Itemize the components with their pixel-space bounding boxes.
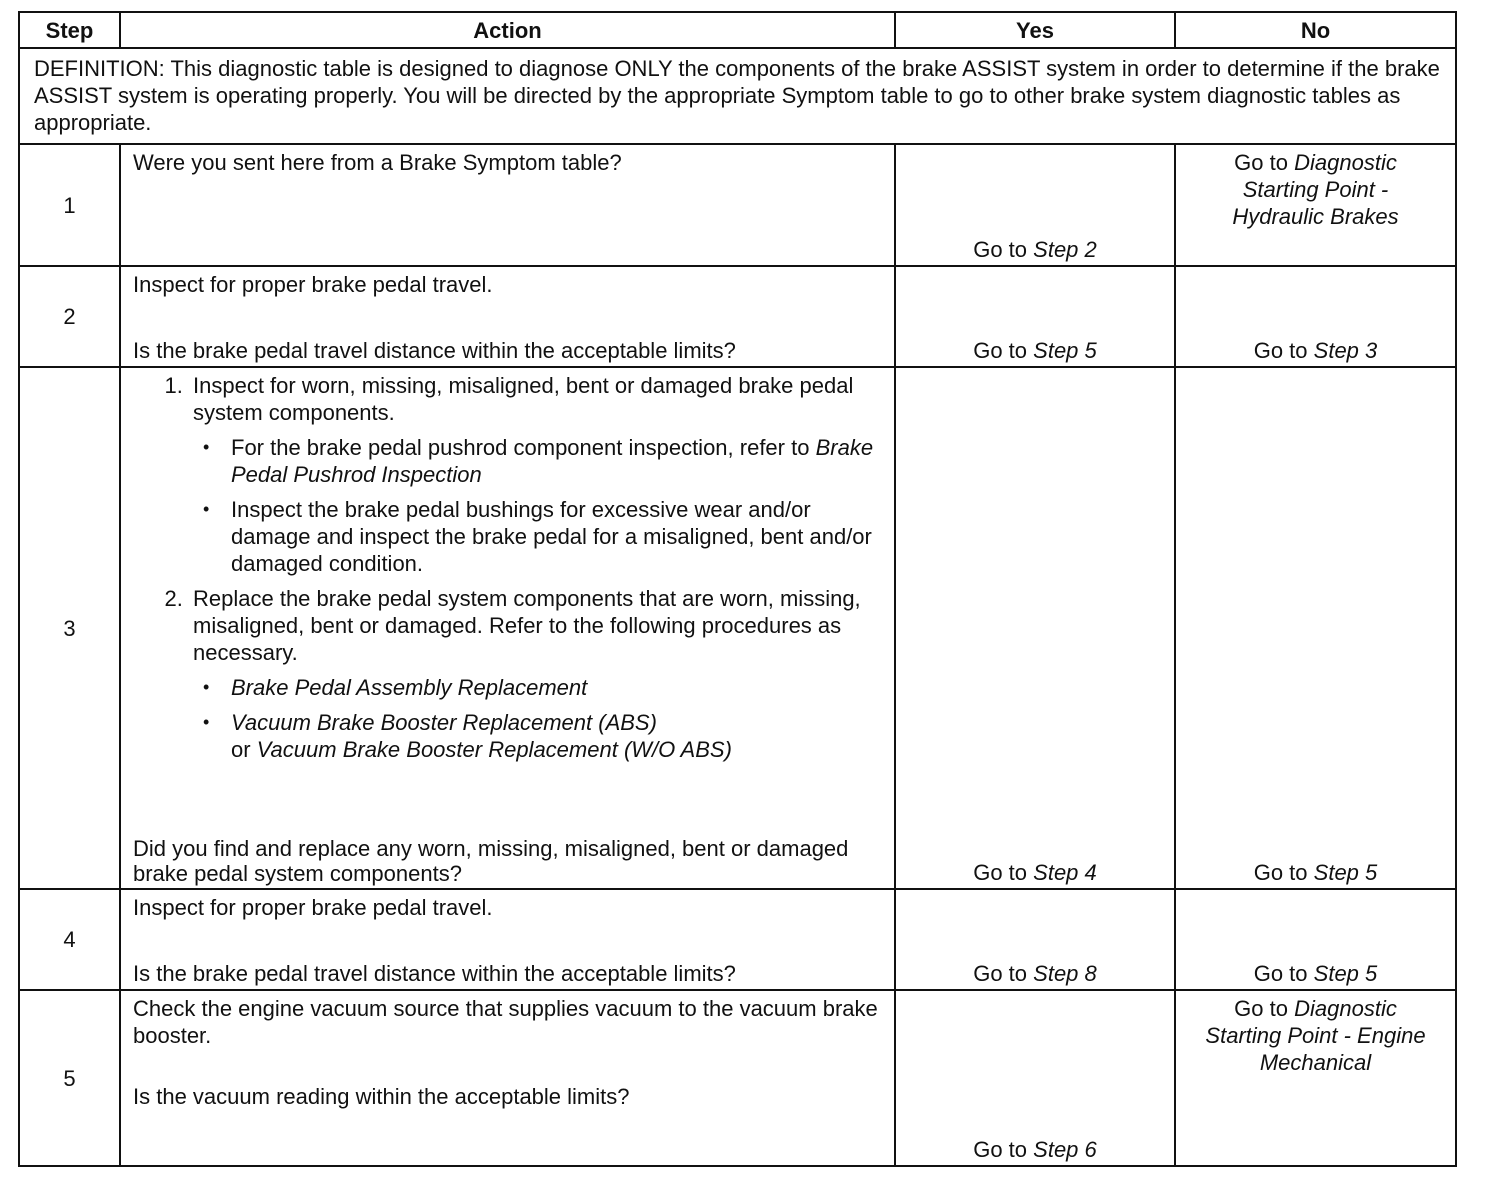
action-question: Is the brake pedal travel distance within the acceptable limits? xyxy=(133,338,736,363)
action-text: Check the engine vacuum source that supplies vacuum to the vacuum brake booster. xyxy=(133,996,878,1048)
action-question: Did you find and replace any worn, missing, misaligned, bent or damaged brake pedal system components? xyxy=(133,836,849,886)
procedure-item xyxy=(189,372,884,577)
yes-target: Step 6 xyxy=(1033,1137,1097,1162)
no-target: Diagnostic xyxy=(1294,996,1397,1021)
step-number: 3 xyxy=(19,367,120,889)
yes-cell xyxy=(895,144,1175,266)
no-link[interactable] xyxy=(1176,145,1455,230)
no-target: Step 5 xyxy=(1313,961,1378,986)
yes-target: Step 8 xyxy=(1033,961,1097,986)
sub-item xyxy=(223,434,884,488)
action-cell xyxy=(120,144,895,266)
sub-list xyxy=(193,434,884,577)
action-cell xyxy=(120,990,895,1166)
no-cell xyxy=(1175,367,1456,889)
no-link[interactable] xyxy=(1176,991,1455,1076)
yes-prefix: Go to xyxy=(973,338,1028,363)
table-row-step-2 xyxy=(19,266,1456,367)
header-yes: Yes xyxy=(895,12,1175,48)
procedure-text: Inspect for worn, missing, misaligned, bent or damaged brake pedal system components. xyxy=(193,373,854,425)
sub-item xyxy=(223,496,884,577)
no-prefix: Go to xyxy=(1234,150,1288,175)
table-row-step-3 xyxy=(19,367,1456,889)
diagnostic-table xyxy=(18,11,1457,1167)
action-text: Inspect for proper brake pedal travel. xyxy=(133,272,493,297)
reference-link[interactable]: Brake Pedal Assembly Replacement xyxy=(231,675,588,700)
procedure-text: Replace the brake pedal system components that are worn, missing, misaligned, bent or damaged. Refer to the following procedures as necessary. xyxy=(193,586,861,665)
reference-link[interactable]: Vacuum Brake Booster Replacement (ABS) xyxy=(231,710,657,735)
action-cell xyxy=(120,367,895,889)
no-prefix: Go to xyxy=(1234,996,1288,1021)
table-row-step-4 xyxy=(19,889,1456,990)
no-target: Mechanical xyxy=(1259,1050,1372,1075)
no-target: Starting Point - Engine xyxy=(1205,1023,1426,1048)
yes-cell xyxy=(895,266,1175,367)
table-row-step-1 xyxy=(19,144,1456,266)
no-cell xyxy=(1175,266,1456,367)
action-text: Were you sent here from a Brake Symptom table? xyxy=(133,150,622,175)
procedure-list xyxy=(133,372,884,763)
step-number: 4 xyxy=(19,889,120,990)
sub-list xyxy=(193,674,884,763)
reference-link[interactable]: Brake Pedal Pushrod Inspection xyxy=(231,435,874,487)
no-target: Step 3 xyxy=(1313,338,1378,363)
header-no: No xyxy=(1175,12,1456,48)
no-cell xyxy=(1175,144,1456,266)
table-row-step-5 xyxy=(19,990,1456,1166)
yes-link[interactable] xyxy=(896,859,1174,886)
yes-link[interactable] xyxy=(896,236,1174,263)
definition-row xyxy=(19,48,1456,144)
action-question: Is the vacuum reading within the acceptable limits? xyxy=(133,1084,630,1109)
no-prefix: Go to xyxy=(1253,860,1308,885)
yes-target: Step 2 xyxy=(1033,237,1097,262)
yes-prefix: Go to xyxy=(973,961,1028,986)
sub-item xyxy=(223,674,884,701)
no-prefix: Go to xyxy=(1253,961,1308,986)
no-target: Step 5 xyxy=(1313,860,1378,885)
yes-link[interactable] xyxy=(896,1136,1174,1163)
yes-link[interactable] xyxy=(896,960,1174,987)
no-target: Starting Point - xyxy=(1242,177,1389,202)
reference-link[interactable]: Vacuum Brake Booster Replacement (W/O ABS) xyxy=(256,737,732,762)
yes-prefix: Go to xyxy=(973,1137,1028,1162)
yes-target: Step 4 xyxy=(1033,860,1097,885)
step-number: 5 xyxy=(19,990,120,1166)
no-link[interactable] xyxy=(1176,337,1455,364)
yes-cell xyxy=(895,889,1175,990)
no-cell xyxy=(1175,889,1456,990)
sub-text: For the brake pedal pushrod component inspection, refer to xyxy=(231,435,810,460)
action-cell xyxy=(120,889,895,990)
header-step: Step xyxy=(19,12,120,48)
step-number: 1 xyxy=(19,144,120,266)
definition-text: DEFINITION: This diagnostic table is designed to diagnose ONLY the components of the brake ASSIST system in order to determine if the brake ASSIST system is operating properly. You will be directed by the appropriate Symptom table to go to other brake system diagnostic tables as appropriate. xyxy=(19,48,1456,144)
action-cell xyxy=(120,266,895,367)
no-link[interactable] xyxy=(1176,859,1455,886)
header-action: Action xyxy=(120,12,895,48)
yes-cell xyxy=(895,367,1175,889)
no-target: Diagnostic xyxy=(1294,150,1397,175)
no-target: Hydraulic Brakes xyxy=(1232,204,1399,229)
action-text: Inspect for proper brake pedal travel. xyxy=(133,895,493,920)
header-row xyxy=(19,12,1456,48)
sub-text: Inspect the brake pedal bushings for excessive wear and/or damage and inspect the brake pedal for a misaligned, bent and/or damaged condition. xyxy=(231,497,872,576)
sub-item xyxy=(223,709,884,763)
yes-cell xyxy=(895,990,1175,1166)
no-cell xyxy=(1175,990,1456,1166)
sub-text: or xyxy=(231,737,251,762)
step-number: 2 xyxy=(19,266,120,367)
yes-prefix: Go to xyxy=(973,860,1028,885)
yes-link[interactable] xyxy=(896,337,1174,364)
yes-target: Step 5 xyxy=(1033,338,1097,363)
yes-prefix: Go to xyxy=(973,237,1028,262)
spacer xyxy=(133,1049,884,1083)
action-question: Is the brake pedal travel distance within the acceptable limits? xyxy=(133,961,736,986)
procedure-item xyxy=(189,585,884,763)
no-prefix: Go to xyxy=(1253,338,1308,363)
no-link[interactable] xyxy=(1176,960,1455,987)
